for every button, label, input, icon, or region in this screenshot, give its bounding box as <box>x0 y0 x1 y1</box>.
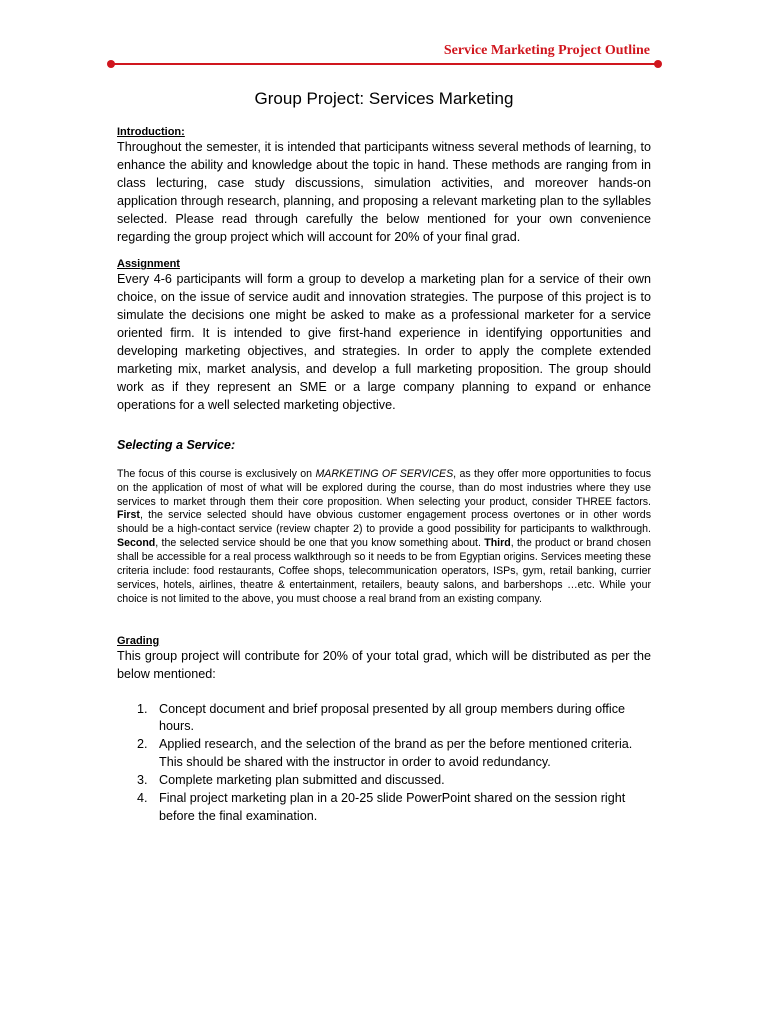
list-item-text: Complete marketing plan submitted and discussed. <box>159 773 445 788</box>
selecting-text-part4: , the selected service should be one that you know something about. <box>155 537 485 550</box>
grading-paragraph: This group project will contribute for 20% of your total grad, which will be distributed as per the below mentioned: <box>117 648 651 681</box>
list-item-text: Applied research, and the selection of the brand as per the before mentioned criteria. This should be shared with the instructor in order to avoid redundancy. <box>159 737 633 770</box>
document-body <box>117 125 651 826</box>
selecting-service-paragraph <box>117 468 651 607</box>
list-item-text: Final project marketing plan in a 20-25 slide PowerPoint shared on the session right before the final examination. <box>159 791 626 823</box>
list-item-number: 1. <box>137 701 148 716</box>
introduction-heading: Introduction: <box>117 126 185 138</box>
list-item-text: Concept document and brief proposal presented by all group members during office hours. <box>159 701 626 734</box>
second-factor-label: Second <box>117 537 156 550</box>
selecting-service-heading: Selecting a Service: <box>117 437 236 452</box>
list-item <box>117 701 651 737</box>
selecting-text-part5: , the product or brand chosen shall be accessible for a real process walkthrough so it needs to be from Egyptian origins. Services meeting these criteria include: food restaurants, Coffee shops, telecommunication operators, ISPs, gym, retail banking, currier services, hotels, airlines, theatre & entertainment, retailers, beauty salons, and barbershops …etc. While your choice is not limited to the above, you must choose a real brand from an existing company. <box>117 537 651 605</box>
grading-heading: Grading <box>117 634 160 647</box>
third-factor-label: Third <box>484 537 511 550</box>
grading-list <box>117 701 651 826</box>
selecting-text-part2: , as they offer more opportunities to focus on the application of most of what will be explored during the course, than do most industries where they use services to market through them their core proposition. When selecting your product, consider THREE factors. <box>117 467 651 508</box>
selecting-emphasis: MARKETING OF SERVICES <box>315 467 454 480</box>
list-item <box>117 736 651 772</box>
header-title: Service Marketing Project Outline <box>443 43 650 58</box>
list-item-number: 4. <box>137 791 148 806</box>
document-title: Group Project: Services Marketing <box>254 89 514 108</box>
introduction-paragraph: Throughout the semester, it is intended that participants witness several methods of learning, to enhance the ability and knowledge about the topic in hand. These methods are ranging from in class lecturing, case study discussions, simulation activities, and moreover hands-on application through research, planning, and proposing a relevant marketing plan to the syllables selected. Please read through carefully the below mentioned for your own convenience regarding the group project which will account for 20% of your final grad. <box>117 140 651 244</box>
assignment-heading: Assignment <box>117 258 180 271</box>
header-rule <box>111 63 658 65</box>
selecting-text-part1: The focus of this course is exclusively on <box>117 467 316 480</box>
header-rule-right-dot <box>654 60 662 68</box>
first-factor-label: First <box>117 509 140 522</box>
selecting-text-part3: , the service selected should have obvious customer engagement process overtones or in other words should be a high-contact service (review chapter 2) to provide a good possibility for participants to walkthrough. <box>117 509 651 536</box>
list-item <box>117 790 651 826</box>
list-item-number: 2. <box>137 737 148 752</box>
list-item-number: 3. <box>137 773 148 788</box>
list-item <box>117 772 651 790</box>
assignment-paragraph: Every 4-6 participants will form a group to develop a marketing plan for a service of their own choice, on the issue of service audit and innovation strategies. The purpose of this project is to simulate the decisions one might be asked to make as a professional marketer for a service oriented firm. It is intended to give first-hand experience in identifying opportunities and developing marketing objectives, and strategies. In order to apply the complete extended marketing mix, market analysis, and develop a full marketing proposition. The group should work as if they represent an SME or a large company planning to expand or enhance operations for a well selected marketing objective. <box>117 272 651 412</box>
